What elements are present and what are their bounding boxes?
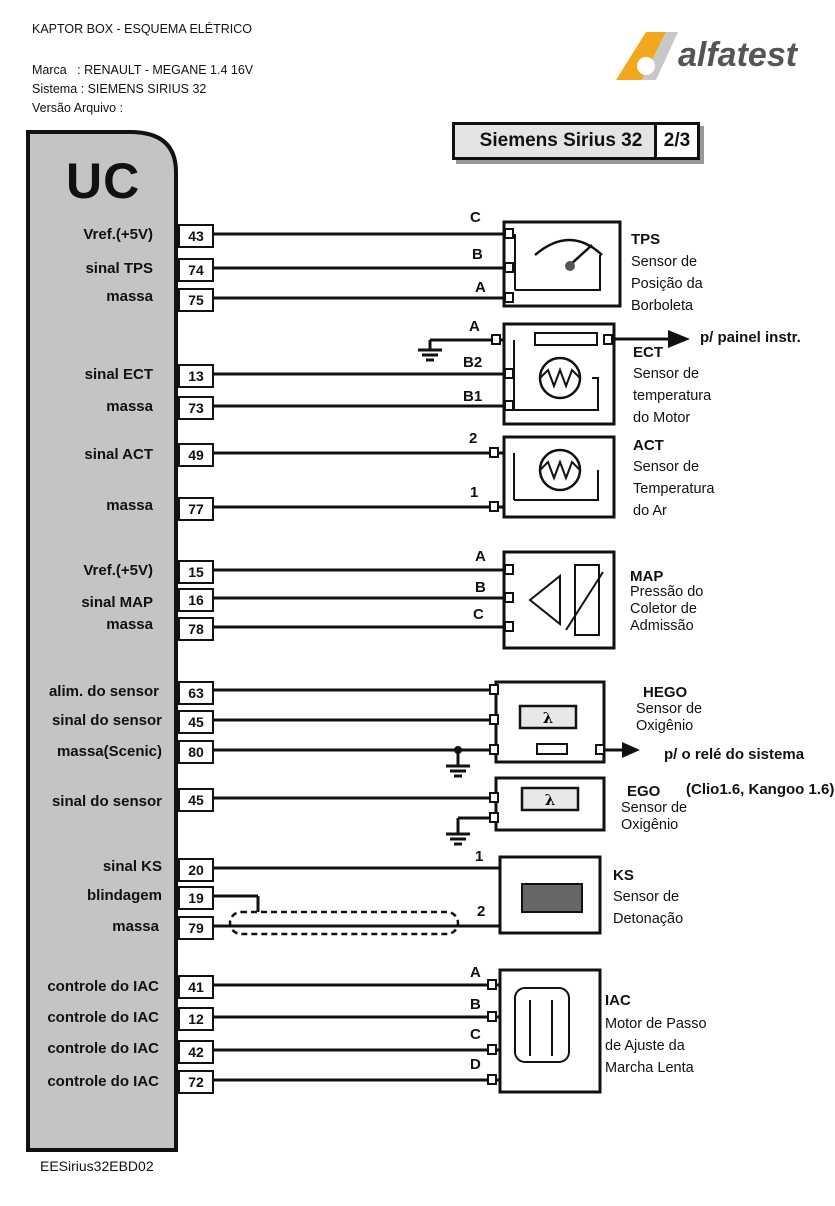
pin-number: 73: [178, 396, 214, 420]
pin-number: 49: [178, 443, 214, 467]
sensor-desc-ect: Sensor de temperatura do Motor: [633, 366, 712, 426]
terminal-label: B: [472, 246, 483, 263]
terminal-label: 1: [470, 484, 479, 501]
pin-label: massa: [106, 497, 153, 514]
sensor-name-ect: ECT: [633, 344, 663, 361]
pin-number: 80: [178, 740, 214, 764]
arrow-painel-icon: [668, 330, 690, 348]
pin-label: controle do IAC: [47, 1073, 159, 1090]
pin-number: 72: [178, 1070, 214, 1094]
pin-label: Vref.(+5V): [83, 226, 153, 243]
header-sistema: Sistema : SIEMENS SIRIUS 32: [32, 82, 207, 96]
sensor-desc-map: Pressão do Coletor de Admissão: [630, 584, 704, 634]
pin-label: sinal do sensor: [51, 793, 162, 810]
pin-number: 13: [178, 364, 214, 388]
system-title: Siemens Sirius 32: [479, 130, 643, 151]
sensor-desc-act: Sensor de Temperatura do Ar: [633, 459, 715, 519]
pin-number: 43: [178, 224, 214, 248]
terminal-label: B: [470, 996, 481, 1013]
pin-number: 79: [178, 916, 214, 940]
pin-label: sinal TPS: [85, 260, 153, 277]
sensor-desc-iac: Motor de Passo de Ajuste da Marcha Lenta: [605, 1016, 707, 1076]
sensor-name-act: ACT: [633, 437, 664, 454]
pin-label: massa: [106, 398, 153, 415]
pin-number: 63: [178, 681, 214, 705]
terminal-label: B: [475, 579, 486, 596]
terminal-label: 2: [477, 903, 486, 920]
terminal-label: C: [470, 1026, 481, 1043]
pin-label: sinal KS: [102, 858, 162, 875]
tps-sensor: [504, 222, 620, 306]
terminal-label: A: [470, 964, 481, 981]
sensor-desc-hego: Sensor de Oxigênio: [636, 701, 703, 734]
sensor-name-hego: HEGO: [643, 684, 688, 701]
pin-number: 19: [178, 886, 214, 910]
terminal-label: B1: [463, 388, 483, 405]
sensor-name-iac: IAC: [605, 992, 631, 1009]
sensor-desc-tps: Sensor de Posição da Borboleta: [631, 254, 703, 314]
ect-sensor: [504, 324, 614, 424]
sensor-name-ks: KS: [613, 867, 634, 884]
pin-number: 15: [178, 560, 214, 584]
header-versao: Versão Arquivo :: [32, 101, 124, 115]
terminal-label: A: [469, 318, 480, 335]
terminal-label: D: [470, 1056, 481, 1073]
pin-number: 45: [178, 710, 214, 734]
header-title: KAPTOR BOX - ESQUEMA ELÉTRICO: [32, 22, 252, 36]
note-painel: p/ painel instr.: [700, 329, 801, 346]
ego-sensor: [496, 778, 604, 830]
sensor-name-map: MAP: [630, 568, 664, 585]
hego-sensor: [496, 682, 604, 762]
pin-number: 78: [178, 617, 214, 641]
sensor-desc-ego: Sensor de Oxigênio: [621, 800, 688, 833]
terminal-label: C: [473, 606, 484, 623]
pin-number: 41: [178, 975, 214, 999]
pin-label: controle do IAC: [47, 978, 159, 995]
sensor-name-ego: EGO: [627, 783, 661, 800]
pin-label: sinal ECT: [84, 366, 153, 383]
pin-label: sinal do sensor: [51, 712, 162, 729]
pin-label: sinal ACT: [84, 446, 153, 463]
pin-label: controle do IAC: [47, 1040, 159, 1057]
pin-label: massa: [106, 288, 153, 305]
terminal-label: B2: [463, 354, 483, 371]
note-clio: (Clio1.6, Kangoo 1.6): [686, 781, 835, 798]
pin-number: 77: [178, 497, 214, 521]
pin-number: 16: [178, 588, 214, 612]
pin-number: 75: [178, 288, 214, 312]
pin-number: 74: [178, 258, 214, 282]
pin-number: 45: [178, 788, 214, 812]
ks-sensor: [500, 857, 600, 933]
pin-label: massa: [112, 918, 159, 935]
svg-text:λ: λ: [542, 709, 554, 727]
terminal-label: A: [475, 279, 486, 296]
terminal-label: 1: [475, 848, 484, 865]
arrow-rele-icon: [622, 742, 640, 758]
uc-block: [28, 132, 176, 1150]
pin-label: massa(Scenic): [56, 743, 162, 760]
logo-text: alfatest: [678, 36, 798, 74]
header-marca: Marca : RENAULT - MEGANE 1.4 16V: [32, 63, 254, 77]
pin-label: Vref.(+5V): [83, 562, 153, 579]
pin-label: controle do IAC: [47, 1009, 159, 1026]
sensor-name-tps: TPS: [631, 231, 661, 248]
page-indicator: 2/3: [654, 125, 697, 157]
pin-number: 42: [178, 1040, 214, 1064]
uc-title: UC: [66, 153, 141, 209]
ks-shield: [230, 912, 458, 934]
terminal-label: C: [470, 209, 481, 226]
pin-label: sinal MAP: [81, 594, 153, 611]
terminal-label: 2: [469, 430, 478, 447]
act-sensor: [504, 437, 614, 517]
pin-number: 20: [178, 858, 214, 882]
note-rele: p/ o relé do sistema: [664, 746, 805, 763]
sensor-desc-ks: Sensor de Detonação: [613, 889, 684, 927]
iac-sensor: [500, 970, 600, 1092]
footer-code: EESirius32EBD02: [40, 1158, 154, 1174]
pin-label: massa: [106, 616, 153, 633]
map-sensor: [504, 552, 614, 648]
pin-label: alim. do sensor: [48, 683, 159, 700]
pin-number: 12: [178, 1007, 214, 1031]
terminal-label: A: [475, 548, 486, 565]
pin-label: blindagem: [86, 887, 162, 904]
svg-text:λ: λ: [544, 791, 556, 809]
